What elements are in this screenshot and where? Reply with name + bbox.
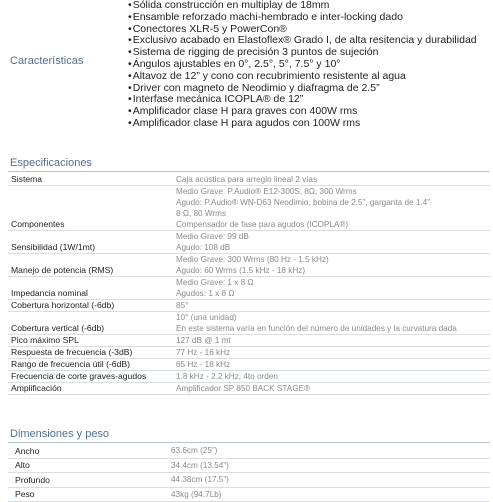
spec-value: Compensador de fase para agudos (ICOPLA®) bbox=[176, 219, 490, 230]
spec-value: Medio Grave: 99 dB bbox=[176, 231, 490, 242]
spec-value: 127 dB @ 1 mt bbox=[176, 335, 490, 346]
dimension-value: 43kg (94.7Lb) bbox=[171, 490, 222, 499]
spec-values bbox=[176, 186, 490, 230]
spec-value: Caja acústica para arreglo lineal 2 vías bbox=[176, 174, 490, 185]
feature-item: • Sistema de rigging de precisión 3 puntos de sujeción bbox=[128, 47, 488, 59]
spec-value: Amplificador SP 850 BACK STAGE® bbox=[176, 383, 490, 394]
spec-value: 8 Ω, 80 Wrms bbox=[176, 208, 490, 219]
spec-values bbox=[176, 335, 490, 346]
dimension-label: Alto bbox=[8, 460, 171, 470]
spec-values bbox=[176, 383, 490, 394]
spec-value: 65 Hz - 18 kHz bbox=[176, 359, 490, 370]
dimension-label: Profundo bbox=[8, 475, 171, 485]
spec-values bbox=[176, 277, 490, 299]
spec-row bbox=[8, 300, 490, 312]
features-section-label: Características bbox=[10, 55, 83, 67]
spec-value: Agudo: 108 dB bbox=[176, 242, 490, 253]
feature-item: • Amplificador clase H para agudos con 100W rms bbox=[128, 118, 488, 130]
feature-item: • Ángulos ajustables en 0°, 2.5°, 5°, 7.5° y 10° bbox=[128, 59, 488, 71]
spec-label: Amplificación bbox=[8, 383, 176, 394]
dimensions-table bbox=[8, 444, 490, 502]
spec-row bbox=[8, 312, 490, 335]
spec-label: Cobertura horizontal (-6db) bbox=[8, 300, 176, 311]
feature-item: • Interfase mecánica ICOPLA® de 12” bbox=[128, 94, 488, 106]
spec-values bbox=[176, 347, 490, 358]
spec-row bbox=[8, 254, 490, 277]
spec-values bbox=[176, 312, 490, 334]
spec-label: Rango de frecuencia útil (-6dB) bbox=[8, 359, 176, 370]
spec-row bbox=[8, 359, 490, 371]
spec-label: Componentes bbox=[8, 186, 176, 230]
spec-label: Sensibilidad (1W/1mt) bbox=[8, 231, 176, 253]
spec-row bbox=[8, 277, 490, 300]
dimension-row bbox=[8, 459, 490, 474]
spec-values bbox=[176, 231, 490, 253]
spec-row bbox=[8, 383, 490, 395]
dimension-row bbox=[8, 473, 490, 488]
spec-row bbox=[8, 174, 490, 186]
spec-value: Agudo: 60 Wrms (1.5 kHz - 18 kHz) bbox=[176, 265, 490, 276]
spec-values bbox=[176, 359, 490, 370]
spec-value: Medio Grave: P.Audio® E12-300S, 8Ω, 300 Wrms bbox=[176, 186, 490, 197]
feature-item: • Ensamble reforzado machi-hembrado e inter-locking dado bbox=[128, 12, 488, 24]
specs-section-title: Especificaciones bbox=[10, 157, 92, 169]
spec-label: Sistema bbox=[8, 174, 176, 185]
spec-values bbox=[176, 174, 490, 185]
feature-item: • Exclusivo acabado en Elastoflex® Grado I, de alta resitencia y durabilidad bbox=[128, 35, 488, 47]
spec-values bbox=[176, 371, 490, 382]
spec-values bbox=[176, 300, 490, 311]
dimension-label: Ancho bbox=[8, 446, 171, 456]
spec-value: 1.8 kHz - 2.2 kHz, 4to orden bbox=[176, 371, 490, 382]
spec-value: Agudo: P.Audio® WN-D63 Neodimio, bobina de 2.5”, garganta de 1.4” bbox=[176, 197, 490, 208]
spec-label: Impedancia nominal bbox=[8, 277, 176, 299]
spec-value: Medio Grave: 1 x 8 Ω bbox=[176, 277, 490, 288]
specs-table bbox=[8, 174, 490, 395]
feature-item: • Altavoz de 12” y cono con recubrimiento resistente al agua bbox=[128, 71, 488, 83]
feature-item: • Sólida construcción en multiplay de 18mm bbox=[128, 0, 488, 12]
dimension-row bbox=[8, 444, 490, 459]
dimension-value: 34.4cm (13.54”) bbox=[171, 461, 229, 470]
spec-row bbox=[8, 347, 490, 359]
spec-label: Respuesta de frecuencia (-3dB) bbox=[8, 347, 176, 358]
features-list bbox=[128, 0, 488, 130]
spec-values bbox=[176, 254, 490, 276]
spec-label: Manejo de potencia (RMS) bbox=[8, 254, 176, 276]
spec-label: Cobertura vertical (-6db) bbox=[8, 312, 176, 334]
feature-item: • Amplificador clase H para graves con 400W rms bbox=[128, 106, 488, 118]
spec-value: 77 Hz - 16 kHz bbox=[176, 347, 490, 358]
dimension-value: 44.38cm (17.5”) bbox=[171, 475, 229, 484]
spec-row bbox=[8, 231, 490, 254]
specs-divider bbox=[8, 171, 490, 172]
dimension-label: Peso bbox=[8, 489, 171, 499]
feature-item: • Conectores XLR-5 y PowerCon® bbox=[128, 24, 488, 36]
spec-label: Pico máximo SPL bbox=[8, 335, 176, 346]
spec-value: 85° bbox=[176, 300, 490, 311]
spec-value: Agudos: 1 x 8 Ω bbox=[176, 288, 490, 299]
dimensions-divider bbox=[8, 442, 490, 443]
spec-label: Frecuencia de corte graves-agudos bbox=[8, 371, 176, 382]
spec-value: En este sistema varía en función del número de unidades y la curvatura dada bbox=[176, 323, 490, 334]
spec-value: Medio Grave: 300 Wrms (80 Hz - 1.5 kHz) bbox=[176, 254, 490, 265]
spec-row bbox=[8, 335, 490, 347]
feature-item: • Driver con magneto de Neodimio y diafragma de 2.5” bbox=[128, 83, 488, 95]
spec-row bbox=[8, 371, 490, 383]
dimensions-section-title: Dimensiones y peso bbox=[10, 428, 109, 440]
spec-value: 10° (una unidad) bbox=[176, 312, 490, 323]
dimension-value: 63.6cm (25”) bbox=[171, 446, 217, 455]
spec-row bbox=[8, 186, 490, 231]
